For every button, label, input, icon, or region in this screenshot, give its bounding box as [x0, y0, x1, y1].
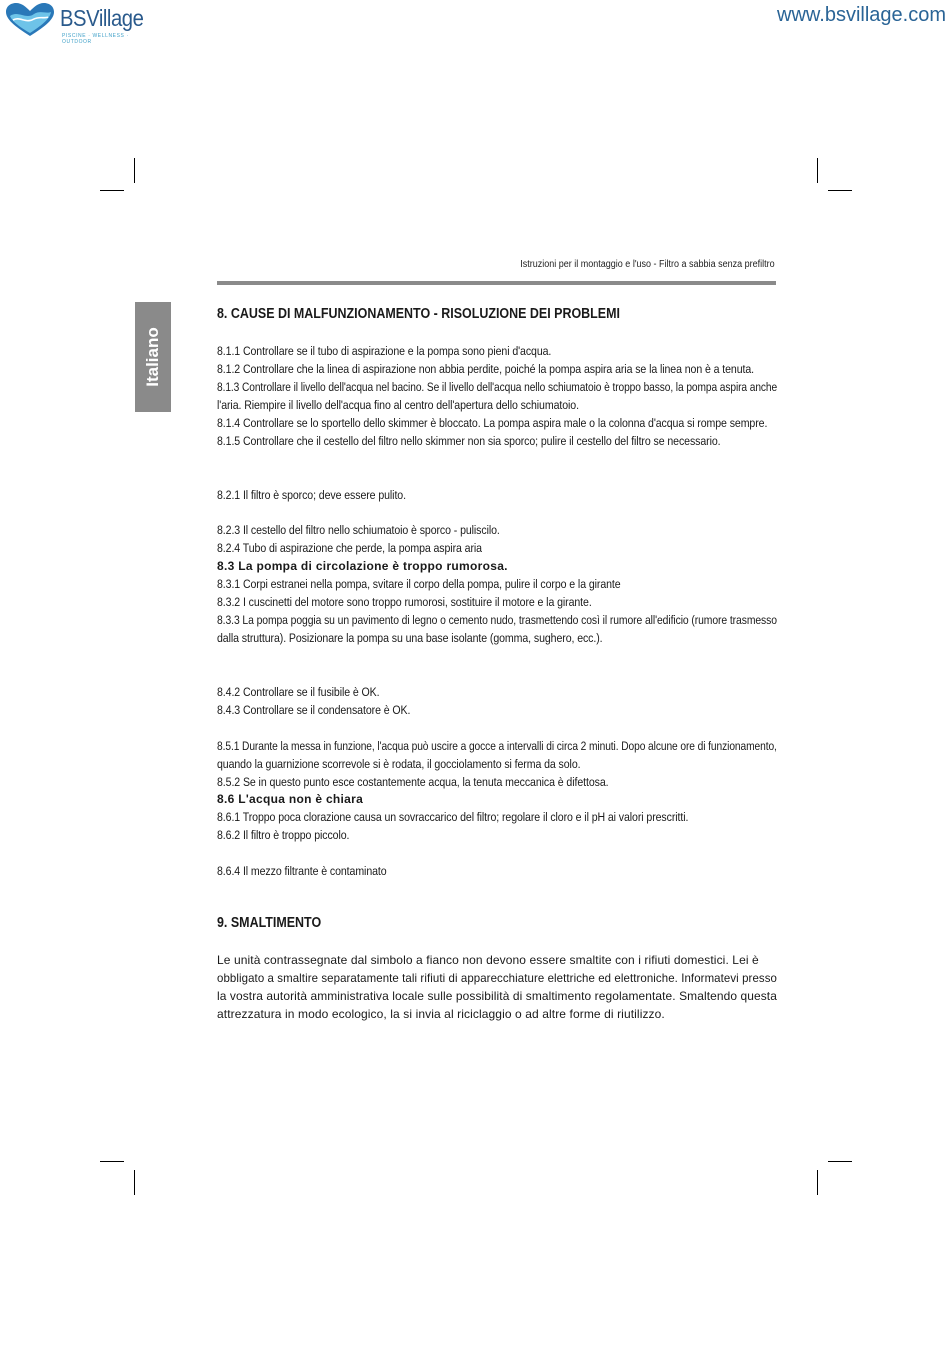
- crop-mark-top-right-h: [828, 190, 852, 191]
- crop-mark-bottom-right-v: [817, 1170, 818, 1195]
- paragraph-line: 8.5.2 Se in questo punto esce costantemente acqua, la tenuta meccanica è difettosa.: [217, 775, 609, 789]
- paragraph-line: 8.2.1 Il filtro è sporco; deve essere pulito.: [217, 488, 406, 502]
- paragraph-line: 8.2.3 Il cestello del filtro nello schiumatoio è sporco - puliscilo.: [217, 523, 500, 537]
- paragraph-line: dalla struttura). Posizionare la pompa su una base isolante (gomma, sughero, ecc.).: [217, 631, 603, 645]
- crop-mark-top-right-v: [817, 158, 818, 183]
- paragraph-line: 8.3.3 La pompa poggia su un pavimento di legno o cemento nudo, trasmettendo così il rumore all'edificio (rumore trasmesso: [217, 613, 777, 627]
- paragraph-line: attrezzatura in modo ecologico, la si invia al riciclaggio o ad altre forme di riutilizzo.: [217, 1007, 665, 1021]
- paragraph-line: 8.3.2 I cuscinetti del motore sono troppo rumorosi, sostituire il motore e la girante.: [217, 595, 592, 609]
- crop-mark-top-left-v: [134, 158, 135, 183]
- paragraph-line: 8.3.1 Corpi estranei nella pompa, svitare il corpo della pompa, pulire il corpo e la girante: [217, 577, 621, 591]
- paragraph-line: 8.4.2 Controllare se il fusibile è OK.: [217, 685, 380, 699]
- paragraph-line: 8.1.1 Controllare se il tubo di aspirazione e la pompa sono pieni d'acqua.: [217, 344, 552, 358]
- paragraph-line: 8.6.2 Il filtro è troppo piccolo.: [217, 828, 350, 842]
- section-8-title: 8. CAUSE DI MALFUNZIONAMENTO - RISOLUZIONE DEI PROBLEMI: [217, 306, 620, 322]
- language-side-tab: [135, 302, 171, 412]
- heart-wave-logo-icon: [4, 2, 56, 38]
- section-9-title: 9. SMALTIMENTO: [217, 915, 322, 931]
- crop-mark-bottom-right-h: [828, 1161, 852, 1162]
- paragraph-line: quando la guarnizione scorrevole si è rodata, il gocciolamento si ferma da solo.: [217, 757, 581, 771]
- paragraph-line: 8.6.1 Troppo poca clorazione causa un sovraccarico del filtro; regolare il cloro e il pH ai valori prescritti.: [217, 810, 689, 824]
- subsection-heading: 8.3 La pompa di circolazione è troppo rumorosa.: [217, 559, 508, 573]
- crop-mark-bottom-left-h: [100, 1161, 124, 1162]
- paragraph-line: obbligato a smaltire separatamente tali rifiuti di apparecchiature elettriche ed elettroniche. Informatevi presso: [217, 971, 777, 985]
- paragraph-line: Le unità contrassegnate dal simbolo a fianco non devono essere smaltite con i rifiuti domestici. Lei è: [217, 953, 759, 967]
- running-header: Istruzioni per il montaggio e l'uso - Filtro a sabbia senza prefiltro: [520, 259, 775, 270]
- crop-mark-bottom-left-v: [134, 1170, 135, 1195]
- paragraph-line: 8.6.4 Il mezzo filtrante è contaminato: [217, 864, 387, 878]
- paragraph-line: 8.2.4 Tubo di aspirazione che perde, la pompa aspira aria: [217, 541, 482, 555]
- paragraph-line: l'aria. Riempire il livello dell'acqua fino al centro dell'apertura dello schiumatoio.: [217, 398, 579, 412]
- paragraph-line: 8.1.3 Controllare il livello dell'acqua nel bacino. Se il livello dell'acqua nello schiumatoio è troppo basso, la pompa aspira anche: [217, 380, 778, 394]
- bsvillage-logo: [4, 2, 154, 45]
- logo-tagline: PISCINE · WELLNESS · OUTDOOR: [62, 33, 129, 45]
- crop-mark-top-left-h: [100, 190, 124, 191]
- logo-wordmark: BSVillage: [60, 5, 144, 31]
- paragraph-line: 8.1.5 Controllare che il cestello del filtro nello skimmer non sia sporco; pulire il cestello del filtro se necessario.: [217, 434, 721, 448]
- paragraph-line: 8.1.4 Controllare se lo sportello dello skimmer è bloccato. La pompa aspira male o la colonna d'acqua si rompe sempre.: [217, 416, 768, 430]
- paragraph-line: 8.4.3 Controllare se il condensatore è OK.: [217, 703, 411, 717]
- language-label: Italiano: [143, 327, 162, 387]
- header-rule: [217, 281, 776, 285]
- paragraph-line: 8.5.1 Durante la messa in funzione, l'acqua può uscire a gocce a intervalli di circa 2 minuti. Dopo alcune ore di funzionamento,: [217, 739, 777, 753]
- paragraph-line: la vostra autorità amministrativa locale sulle possibilità di smaltimento regolamentate. Smaltendo questa: [217, 989, 777, 1003]
- subsection-heading: 8.6 L'acqua non è chiara: [217, 792, 364, 806]
- website-url[interactable]: www.bsvillage.com: [777, 4, 946, 26]
- paragraph-line: 8.1.2 Controllare che la linea di aspirazione non abbia perdite, poiché la pompa aspira aria se la linea non è a tenuta.: [217, 362, 755, 376]
